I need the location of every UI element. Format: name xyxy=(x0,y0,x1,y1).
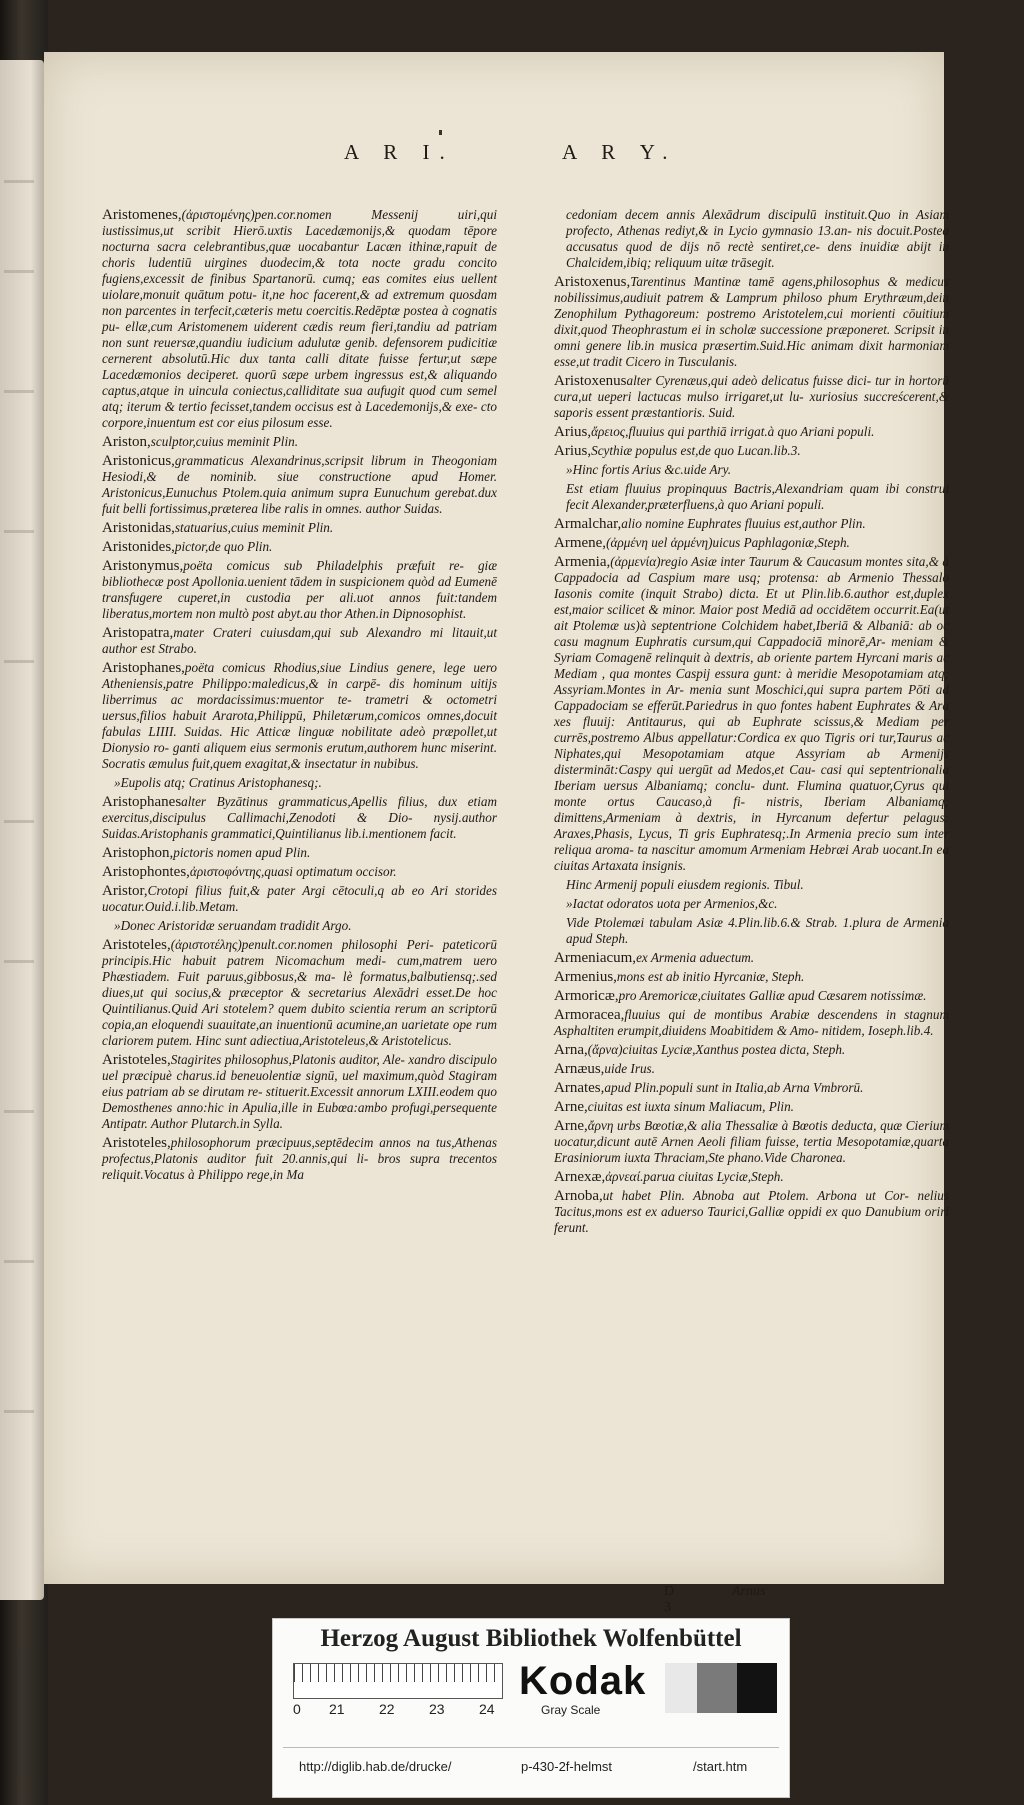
ruler-number: 22 xyxy=(379,1701,395,1717)
entry-text: poëta comicus sub Philadelphis præfuit re- giæ bibliothecæ post Apollonia.uenient tādem in suspicionem quòd ad Eumenē transfugere cuperet,in custodia per ali.uot annos fuit:tandem liberatus,mortem non multò post abyt.au thor Athen.in Dipnosophist. xyxy=(102,558,497,621)
entry-text: apud Plin.populi sunt in Italia,ab Arna Vmbrorū. xyxy=(604,1080,864,1095)
entry-text: (ἀρμένη uel ἁρμένη)uicus Paphlagoniæ,Steph. xyxy=(606,535,850,550)
dictionary-entry xyxy=(102,539,497,555)
entry-headword: Armenius, xyxy=(554,969,617,985)
catchword: Arnus xyxy=(732,1584,766,1599)
entry-text: sculptor,cuius meminit Plin. xyxy=(150,434,299,449)
entry-text: ἄρνη urbs Bœotiæ,& alia Thessaliæ à Bœotis deducta, quæ Cierium uocatur,dicunt autē Arnen Aeoli filiam fuisse, tertia Mesopotamiæ,quarta Erasiniorum iuxta Thraciam,Ste phano.Vide Charonea. xyxy=(554,1118,949,1165)
entry-text: pictoris nomen apud Plin. xyxy=(173,845,311,860)
entry-headword: Aristophon, xyxy=(102,845,174,861)
dictionary-entry xyxy=(554,1169,949,1185)
gray-swatch-light xyxy=(665,1663,697,1713)
entry-text: »Hinc fortis Arius &c.uide Ary. xyxy=(566,462,732,477)
entry-text: poëta comicus Rhodius,siue Lindius genere, lege uero Atheniensis,patre Philippo:maledicus,& in carpē- dis hominum uitijs liberrimus ac mordacissimus:muentor te- trametri & octometri uersus,filios habuit Ararota,Philippū, Philetærum,comicos omnes,docuit fabulas LIIII. Suidas. Hic Atticæ linguæ nobilitate adeò præpollet,ut Dionysio ro- ganti aliquem eius sermonis erutum,authorem hunc miserint. Socratis æmulus fuit,quem exagitat,& insectatur in nubibus. xyxy=(102,660,497,771)
entry-text: alio nomine Euphrates fluuius est,author Plin. xyxy=(621,516,866,531)
entry-headword: Armoricæ, xyxy=(554,988,619,1004)
ruler-number: 21 xyxy=(329,1701,345,1717)
entry-text: philosophorum præcipuus,septēdecim annos na tus,Athenas profectus,Platonis auditor fuit 20.annis,qui li- bros supra trecentos reliquit.Vocatus à Philippo rege,in Ma xyxy=(102,1135,497,1182)
entry-headword: Armalchar, xyxy=(554,516,622,532)
entry-text: ex Armenia aduectum. xyxy=(636,950,755,965)
entry-text: pro Aremoricæ,ciuitates Galliæ apud Cæsarem notissimæ. xyxy=(618,988,927,1003)
dictionary-entry xyxy=(554,535,949,551)
entry-headword: Arnexæ, xyxy=(554,1169,606,1185)
dictionary-entry xyxy=(554,462,949,478)
entry-text: (ἀρμενία)regio Asiæ inter Taurum & Caucasum montes sita,& à Cappadocia ad Caspium mare usq; protensa: ab Armenio Thessalo Iasonis comite (inquit Strabo) dicta. Et ut Plin.lib.6.author est,duplex est,maior scilicet & minor. Maior post Mediā ad occidētem occurrit.Ea(ut ait Ptolemæ us)à septentrione Colchidem habet,Iberiā & Albaniā: ab oc casu magnum Euphratis cursum,qui Cappadociā minorē,Ar- meniam & Syriam Comagenē relinquit à dextris, ab oriente partem Hyrcani maris ac Mediam , qua montes Caspij essura gunt: à meridie Mesopotamiam atq; Assyriam.Montes in Ar- menia sunt Moschici,qui supra partem Pōti ad Cappadociam se efferūt.Pariedrus in quo fontes habent Euphrates & Ara xes fluuij: Antitaurus, qui ab Euphrate scissus,& Mediam per currēs,postremo Albus appellatur:Cordica ex quo Tigris ori tur,Taurus ac Niphates,qui Mesopotamiam atque Assyriam ab Armenijs distermināt:Caspy qui uergūt ad Medos,et Cau- casi qui septentrionalia Iberiam uersus Albaniamq; conclu- dunt. Flumina quatuor,Cyrus qui monte ortus Caucaso,à fi- nistris, Iberiam Albaniamq; dimittens,Armeniam à dextris, in Hyrcanum defertur pelagus: Araxes,Phasis, Lycus, Ti gris Euphratesq;.In Armenia precio sum inter reliqua aroma- ta nascitur amomum Armeniam Hebræi Arab uocant.In ea ciuitas Artaxata insignis. xyxy=(554,554,949,873)
dictionary-entry xyxy=(102,520,497,536)
dictionary-entry xyxy=(554,950,949,966)
dictionary-entry xyxy=(102,1135,497,1183)
entry-text: »Eupolis atq; Cratinus Aristophanesq;. xyxy=(114,775,322,790)
dictionary-entry xyxy=(102,883,497,915)
entry-headword: Aristonymus, xyxy=(102,558,184,574)
running-head-left: A R I. xyxy=(344,140,455,164)
entry-headword: Ariston, xyxy=(102,434,151,450)
entry-text: cedoniam decem annis Alexādrum discipulū instituit.Quo in Asiam profecto, Athenas rediyt,& in Lycio gymnasio 13.an- nis docuit.Postea accusatus quod de dijs nō rectè sentiret,ce- dens inuidiæ abijt in Chalcidem,ibiq; reliquum uitæ trāsegit. xyxy=(566,207,949,270)
entry-text: (ἀριστοτέλης)penult.cor.nomen philosophi Peri- pateticorū principis.Hic habuit patrem Nicomachum medi- cum,matrem uero Phæstiadem. Fuit paruus,gibbosus,& ma- lè formatus,balbutiensq;.sed diues,ut qui socius,& præceptor & secretarius Alexādri esset.De hoc Quintilianus.Quid Ari stotelem? quem dubito scientia rerum an scriptorū copia,an eloquendi suauitate,an inuentionū acumine,an uarietate ope rum clariorem putem. Hinc sunt adiectiua,Aristoteleus,& Aristotelicus. xyxy=(102,937,497,1048)
left-column xyxy=(102,207,497,1186)
entry-text: uide Irus. xyxy=(604,1061,655,1076)
entry-text: »Iactat odoratos uota per Armenios,&c. xyxy=(566,896,778,911)
entry-text: mater Crateri cuiusdam,qui sub Alexandro mi litauit,ut author est Strabo. xyxy=(102,625,497,656)
dictionary-entry xyxy=(102,918,497,934)
entry-text: statuarius,cuius meminit Plin. xyxy=(174,520,334,535)
entry-headword: Aristonicus, xyxy=(102,453,175,469)
dictionary-entry xyxy=(554,481,949,513)
entry-headword: Arnoba, xyxy=(554,1188,603,1204)
dictionary-entry xyxy=(554,1061,949,1077)
dictionary-entry xyxy=(102,775,497,791)
ruler-number: 23 xyxy=(429,1701,445,1717)
dictionary-entry xyxy=(554,1007,949,1039)
dictionary-entry xyxy=(102,794,497,842)
dictionary-entry xyxy=(102,625,497,657)
entry-headword: Aristor, xyxy=(102,883,148,899)
entry-headword: Arne, xyxy=(554,1118,588,1134)
dictionary-entry xyxy=(554,1188,949,1236)
dictionary-entry xyxy=(102,453,497,517)
entry-text: ἀριστοφόντης,quasi optimatum occisor. xyxy=(189,864,397,879)
dictionary-entry xyxy=(554,988,949,1004)
entry-text: fluuius qui de montibus Arabiæ descendens in stagnum Asphaltiten erumpit,diuidens Moabitidem & Amo- nitidem, Ioseph.lib.4. xyxy=(554,1007,949,1038)
entry-headword: Arius, xyxy=(554,443,592,459)
entry-text: ut habet Plin. Abnoba aut Ptolem. Arbona ut Cor- nelius Tacitus,mons est ex aduerso Taurici,Galliæ oppidi ex quo Danubium oriri ferunt. xyxy=(554,1188,949,1235)
dictionary-entry xyxy=(554,969,949,985)
entry-headword: Aristoteles, xyxy=(102,1135,171,1151)
dictionary-entry xyxy=(554,516,949,532)
entry-text: Stagirites philosophus,Platonis auditor, Ale- xandro discipulo uel præcipuè charus.id beneuolentiæ signū, uel maximum,quòd Stagiram eius patriam ab se dirutam re- stituerit.Excessit annorum LXIII.eodem quo Demosthenes anno:hic in Apulia,ille in Eubœa:ambo profugi,persequente Antipatr. Author Plutarch.in Sylla. xyxy=(102,1052,497,1131)
signature-mark: D 3 xyxy=(664,1584,675,1615)
dictionary-entry xyxy=(554,915,949,947)
entry-text: Hinc Armenij populi eiusdem regionis. Tibul. xyxy=(566,877,804,892)
entry-text: (ἀριστομένης)pen.cor.nomen Messenij uiri,qui iustissimus,ut scribit Hierō.uxtis Lacedæmonijs,& quodam tēpore nocturna sacra celebrantibus,quæ uocabantur Lacæn ithinæ,rapuit de choris ludentiū uirgines duodecim,& tota nocte gradu concito fugiens,excessit de finibus Spartanorū. cumq; eas comites eius uellent uiolare,monuit quātum potu- it,ne hoc facerent,& ad extremum quosdam non parcentes in terfecit,cæteris metu coercitis.Redēptæ postea à cognatis pu- ellæ,cum Aristomenem uiderent cædis reum fieri,tandiu ad patriam non sunt reuersæ,quandiu iudicium adulutæ genib. defensorem pudicitiæ cernerent absolutū.Hic dux tanta calli ditate fuisse fertur,ut sæpe Lacedæmonios deciperet. quorū sæpe urbem ingressus est,& aliquando captus,atque in uincula coniectus,calliditate sua aufugit quod cum semel atq; iterum & tertio fecisset,tandem occisus est à Lacedemonijs,& exe- cto corpore,inuentum est cor eius pilosum esse. xyxy=(102,207,497,430)
ruler-number: 0 xyxy=(293,1701,301,1717)
entry-headword: Aristonidas, xyxy=(102,520,175,536)
entry-headword: Arius, xyxy=(554,424,592,440)
entry-text: ἄρειος,fluuius qui parthiā irrigat.à quo Ariani populi. xyxy=(591,424,875,439)
dictionary-entry xyxy=(554,1042,949,1058)
dictionary-entry xyxy=(102,558,497,622)
entry-text: pictor,de quo Plin. xyxy=(174,539,273,554)
entry-headword: Arnates, xyxy=(554,1080,605,1096)
dictionary-entry xyxy=(102,207,497,431)
entry-text: Vide Ptolemæi tabulam Asiæ 4.Plin.lib.6.& Strab. 1.plura de Armenia apud Steph. xyxy=(566,915,949,946)
url-base: http://diglib.hab.de/drucke/ xyxy=(299,1759,452,1774)
page-mark xyxy=(439,130,442,135)
entry-headword: Arna, xyxy=(554,1042,588,1058)
dictionary-entry xyxy=(102,937,497,1049)
entry-headword: Arnæus, xyxy=(554,1061,605,1077)
entry-text: Tarentinus Mantinæ tamē agens,philosophus & medicus nobilissimus,audiuit patrem & Lamprum philoso phum Erythræum,dein Zenophilum Pythagoreum: postremo Aristotelem,cui morienti cōuitium dixit,quod Theophrastum ei in scholæ successione præponeret. Scripsit in omni genere lib.in musica præsertim.Suid.Hic animam dixit harmoniam esse,ut tradit Cicero in Tusculanis. xyxy=(554,274,949,369)
url-item-id: p-430-2f-helmst xyxy=(521,1759,613,1774)
entry-text: mons est ab initio Hyrcaniæ, Steph. xyxy=(616,969,805,984)
entry-headword: Armoracea, xyxy=(554,1007,625,1023)
entry-headword: Armeniacum, xyxy=(554,950,637,966)
entry-headword: Aristophanes, xyxy=(102,660,185,676)
entry-headword: Armene, xyxy=(554,535,607,551)
dictionary-entry xyxy=(554,443,949,459)
entry-headword: Aristoteles, xyxy=(102,937,171,953)
url-start-page: /start.htm xyxy=(693,1759,748,1774)
gray-swatch-mid xyxy=(697,1663,737,1713)
dictionary-entry xyxy=(554,274,949,370)
entry-headword: Aristopatra, xyxy=(102,625,174,641)
entry-headword: Aristoxenus xyxy=(554,373,627,389)
entry-text: alter Cyrenæus,qui adeò delicatus fuisse dici- tur in hortorū cura,ut ueperi lactucas mulso irrigaret,ut lu- xuriosius succreścerent,& saporis essent præstantioris. Suid. xyxy=(554,373,949,420)
entry-text: Est etiam fluuius propinquus Bactris,Alexandriam quam ibi construi fecit Alexander,præterfluens,à quo Ariani populi. xyxy=(566,481,949,512)
dictionary-entry xyxy=(102,845,497,861)
entry-text: Crotopi filius fuit,& pater Argi cētoculi,q ab eo Ari storides uocatur.Ouid.i.lib.Metam. xyxy=(102,883,497,914)
card-divider xyxy=(283,1747,779,1748)
entry-text: ἀρνεαί.parua ciuitas Lyciæ,Steph. xyxy=(605,1169,784,1184)
running-head-right: A R Y. xyxy=(562,140,678,164)
dictionary-entry xyxy=(554,424,949,440)
color-target-card xyxy=(272,1618,790,1798)
dictionary-entry xyxy=(554,373,949,421)
gray-scale-label: Gray Scale xyxy=(541,1703,601,1717)
dictionary-entry xyxy=(102,864,497,880)
dictionary-entry xyxy=(554,1118,949,1166)
entry-headword: Arne, xyxy=(554,1099,588,1115)
dictionary-entry xyxy=(554,877,949,893)
entry-text: alter Byzātinus grammaticus,Apellis filius, dux etiam exercitus,discipulus Callimachi,Zenodoti & Dio- nysij.author Suidas.Aristophanis grammatici,Quintilianus lib.i.mentionem facit. xyxy=(102,794,497,841)
dictionary-entry xyxy=(102,434,497,450)
dictionary-entry xyxy=(554,207,949,271)
library-name: Herzog August Bibliothek Wolfenbüttel xyxy=(320,1625,742,1652)
dictionary-entry xyxy=(102,660,497,772)
entry-text: (ἄρνα)ciuitas Lyciæ,Xanthus postea dicta, Steph. xyxy=(587,1042,846,1057)
ruler-number: 24 xyxy=(479,1701,495,1717)
previous-page-edge xyxy=(0,60,44,1600)
dictionary-entry xyxy=(554,1080,949,1096)
entry-headword: Aristoxenus, xyxy=(554,274,631,290)
entry-text: »Donec Aristoridæ seruandam tradidit Argo. xyxy=(114,918,352,933)
entry-headword: Aristophontes, xyxy=(102,864,190,880)
dictionary-entry xyxy=(554,1099,949,1115)
dictionary-entry xyxy=(554,554,949,874)
book-page xyxy=(44,52,949,1615)
kodak-logo: Kodak xyxy=(519,1659,647,1703)
entry-text: grammaticus Alexandrinus,scripsit librum in Theogoniam Hesiodi,& de nominib. siue constructione apud Homer. Aristonicus,Eunuchus Ptolem.quia animum supra Eunuchum gerebat.dux fuit belli fortissimus,præterea libe ralis in omnes. author Suidas. xyxy=(102,453,497,516)
gray-swatch-dark xyxy=(737,1663,777,1713)
dictionary-entry xyxy=(554,896,949,912)
ruler-scale xyxy=(293,1663,503,1699)
dictionary-entry xyxy=(102,1052,497,1132)
entry-headword: Aristomenes, xyxy=(102,207,182,223)
right-column xyxy=(554,207,949,1239)
entry-headword: Armenia, xyxy=(554,554,611,570)
entry-headword: Aristophanes xyxy=(102,794,182,810)
entry-text: ciuitas est iuxta sinum Maliacum, Plin. xyxy=(587,1099,794,1114)
entry-headword: Aristonides, xyxy=(102,539,175,555)
entry-text: Scythiæ populus est,de quo Lucan.lib.3. xyxy=(591,443,801,458)
entry-headword: Aristoteles, xyxy=(102,1052,171,1068)
